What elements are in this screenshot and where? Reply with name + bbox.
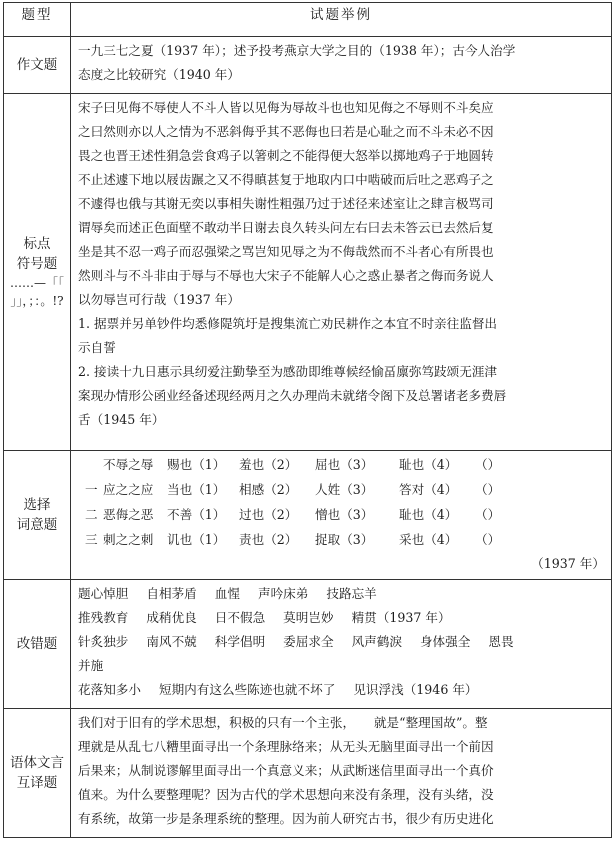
row-punctuation	[4, 94, 612, 451]
correction-term: 针炙独步	[78, 634, 129, 649]
correction-term: 风声鹤淚	[351, 634, 402, 649]
correction-term: 成稍优良	[146, 610, 197, 625]
option-2: 过也（2）	[239, 507, 298, 522]
correction-content	[71, 580, 612, 709]
correction-term: 血惺	[214, 586, 240, 601]
type-punctuation	[4, 94, 71, 451]
answer-blank: （）	[475, 457, 501, 472]
type-label: 语体文言	[10, 754, 64, 771]
punct-line: 舌（1945 年）	[78, 412, 165, 427]
type-label: 标点	[23, 235, 51, 252]
correction-term: 短期内有这么些陈迹也就不坏了	[158, 682, 336, 697]
type-label: 符号题	[16, 256, 58, 272]
item-word: 恶侮之恶	[103, 507, 154, 522]
correction-term: 日不假急	[214, 610, 266, 625]
essay-line: 一九三七之夏（1937 年）；述予投考燕京大学之目的（1938 年）；古今人治学	[78, 43, 516, 58]
option-4: 采也（4）	[399, 532, 458, 547]
translation-content	[71, 709, 612, 838]
punct-line: 畏之也晋王述性狷急尝食鸡子以箸刺之不能得便大怒举以掷地鸡子于地圆转	[78, 148, 494, 163]
option-4: 耻也（4）	[399, 507, 458, 522]
choice-item	[85, 478, 605, 503]
translation-line: 理就是从乱七八糟里面寻出一个条理脉络来；从无头无脑里面寻出一个前因	[78, 739, 494, 754]
punct-line: 然则斗与不斗非由于辱与不辱也大宋子不能解人心之惑止暴者之侮而务说人	[78, 268, 494, 283]
punct-line: 示自誓	[78, 340, 116, 355]
correction-term: 并施	[78, 658, 104, 673]
punct-line: 不止述遽下地以屐齿蹍之又不得瞋甚复于地取内口中啮破而后吐之恶鸡子之	[78, 172, 494, 187]
option-3: 捉取（3）	[315, 532, 374, 547]
choice-item	[85, 503, 605, 528]
punct-line: 案现办情形公函业经备述现经两月之久办理尚未就绪令阁下及总署诸老多费唇	[78, 388, 507, 403]
answer-blank: （）	[475, 482, 501, 497]
correction-line	[78, 630, 605, 654]
type-choice	[4, 451, 71, 580]
correction-term: 精贯（1937 年）	[351, 610, 451, 625]
punct-line: 坐是其不忍一鸡子而忍强梁之骂岂知见辱之为不侮哉然而不斗者心有所畏也	[78, 244, 494, 259]
choice-content	[71, 451, 612, 580]
punct-line: 以勿辱岂可行哉（1937 年）	[78, 292, 240, 307]
item-number: 一	[85, 482, 98, 497]
table-header-row	[4, 3, 612, 37]
option-1: 不善（1）	[167, 507, 226, 522]
punct-line: 2. 接读十九日惠示具纫爱注勤挚至为感劭即维尊候经愉畐廪弥笃跂颂无涯津	[78, 364, 498, 379]
correction-term: 技路忘羊	[326, 586, 377, 601]
option-1: 赐也（1）	[167, 457, 226, 472]
correction-term: 题心悼胆	[78, 586, 129, 601]
correction-line	[78, 606, 605, 630]
row-essay	[4, 37, 612, 94]
option-2: 相感（2）	[239, 482, 298, 497]
correction-term: 莫明岂妙	[283, 610, 334, 625]
punctuation-content	[71, 94, 612, 451]
item-word: 不辱之辱	[103, 457, 154, 472]
correction-line	[78, 678, 605, 702]
punct-line: 1. 据票并另单钞件均悉修隄筑圩是搜集流亡劝民耕作之本宜不时亲往监督出	[78, 316, 498, 331]
correction-term: 委屈求全	[283, 634, 334, 649]
punct-line: 之曰然则亦以人之情为不恶斜侮乎其不恶侮也曰若是心耻之而不斗未必不因	[78, 124, 494, 139]
correction-line	[78, 654, 605, 678]
punct-line: 宋子曰见侮不辱使人不斗人皆以见侮为辱故斗也也知见侮之不辱则不斗矣应	[78, 100, 494, 115]
punct-marks: 」」，；：。!?	[10, 294, 64, 309]
punct-line: 谓辱矣而述正色面壁不敢动半日谢去良久转头问左右曰去未答云已去然后复	[78, 220, 494, 235]
correction-term: 推残教育	[78, 610, 129, 625]
item-word: 应之之应	[103, 482, 154, 497]
punct-line: 不遽得也俄与其谢无奕以事相失谢性粗强乃过于述径来述室让之肆言极骂司	[78, 196, 494, 211]
correction-term: 身体强全	[419, 634, 471, 649]
option-3: 人姓（3）	[315, 482, 374, 497]
punct-marks: ……—「「	[9, 276, 64, 291]
choice-year: （1937 年）	[531, 556, 605, 571]
choice-item	[85, 528, 605, 553]
item-word: 刺之之刺	[103, 532, 154, 547]
row-choice	[4, 451, 612, 580]
type-label: 作文题	[16, 56, 58, 73]
type-label: 词意题	[16, 517, 58, 533]
type-label: 互译题	[16, 775, 58, 791]
translation-line: 后果来；从制说谬解里面寻出一个真意义来；从武断迷信里面寻出一个真价	[78, 763, 494, 778]
essay-content	[71, 37, 612, 94]
row-correction	[4, 580, 612, 709]
correction-term: 花落知多小	[78, 682, 141, 697]
correction-term: 声吟床弟	[257, 586, 309, 601]
essay-line: 态度之比较研究（1940 年）	[78, 67, 240, 82]
option-1: 讥也（1）	[167, 532, 226, 547]
row-translation	[4, 709, 612, 838]
option-2: 责也（2）	[239, 532, 298, 547]
translation-line: 我们对于旧有的学术思想，积极的只有一个主张， 就是“整理国故”。整	[78, 715, 488, 730]
translation-line: 有系统，故第一步是条理系统的整理。因为前人研究古书，很少有历史进化	[78, 811, 494, 826]
option-1: 当也（1）	[167, 482, 226, 497]
option-2: 羞也（2）	[239, 457, 298, 472]
type-translation	[4, 709, 71, 838]
type-label: 改错题	[16, 635, 58, 652]
answer-blank: （）	[475, 507, 501, 522]
translation-line: 值来。为什么要整理呢？因为古代的学术思想向来没有条理，没有头绪，没	[78, 787, 494, 802]
correction-term: 恩畏	[488, 634, 514, 649]
correction-term: 自相茅盾	[146, 586, 197, 601]
option-4: 答对（4）	[399, 482, 458, 497]
correction-term: 科学倡明	[214, 634, 266, 649]
answer-blank: （）	[475, 532, 501, 547]
type-correction	[4, 580, 71, 709]
option-3: 憎也（3）	[315, 507, 374, 522]
header-examples: 试题举例	[71, 3, 612, 37]
option-4: 耻也（4）	[399, 457, 458, 472]
item-number: 二	[85, 507, 98, 522]
item-number: 三	[85, 532, 98, 547]
correction-term: 见识浮浅（1946 年）	[353, 682, 478, 697]
option-3: 屈也（3）	[315, 457, 374, 472]
exam-question-table	[3, 2, 612, 838]
correction-line	[78, 582, 605, 606]
correction-term: 南风不兢	[146, 634, 197, 649]
choice-item	[85, 453, 605, 478]
header-question-type: 题型	[4, 3, 71, 37]
type-essay	[4, 37, 71, 94]
type-label: 选择	[23, 496, 51, 513]
